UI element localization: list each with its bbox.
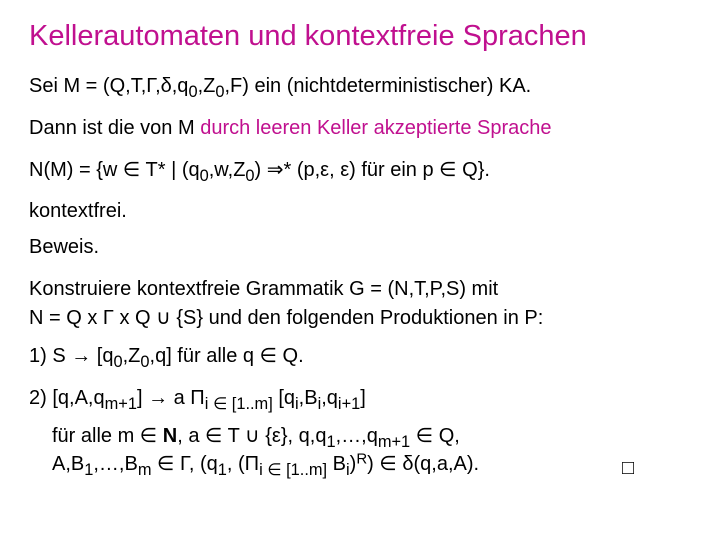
rule-2: 2) $[q,A,q_{m+1}] \to a$ $\Pi_{i \in [1..m]}$ $[q_i,B_i,q_{i+1}]$ (29, 387, 366, 413)
slide-title: Kellerautomaten und kontextfreie Sprachen (29, 20, 587, 52)
proof-construct-line: Konstruiere kontextfreie Grammatik G = (N,T,P,S) mit (29, 278, 499, 300)
qed-symbol: □ (622, 457, 635, 479)
proof-label: Beweis. (29, 236, 100, 258)
highlighted-term: durch leeren Keller akzeptierte Sprache (200, 117, 552, 139)
rule-2-condition-1: für alle m ∈ N, a ∈ T ∪ {ε}, $q,q_1,\dots,q_{m+1}$ ∈ Q, (52, 425, 460, 451)
definition-machine-line: Sei $M = (Q,T,\Gamma,\delta,q_0,Z_0,F)$ ein (nichtdeterministischer) KA. (29, 75, 532, 101)
proof-nonterminals-line: N = Q x Γ x Q ∪ {S} und den folgenden Produktionen in P: (29, 307, 544, 329)
claim-line: kontextfrei. (29, 200, 127, 222)
definition-formula-line: N(M) = {w ∈ T* | $(q_0,w,Z_0)$ ⇒* (p,ε, ε) für ein p ∈ Q}. (29, 159, 490, 185)
rule-2-condition-2: $A,B_1,\dots,B_m$ ∈ Γ, ($q_1$, ($\Pi_{i \in [1..m]}$ $B_i)^R$) ∈ δ(q,a,A). (52, 450, 480, 479)
rule-1: 1) $S \to [q_0,Z_0,q]$ für alle q ∈ Q. (29, 345, 304, 371)
definition-language-line: Dann ist die von M durch leeren Keller akzeptierte Sprache (29, 117, 552, 139)
